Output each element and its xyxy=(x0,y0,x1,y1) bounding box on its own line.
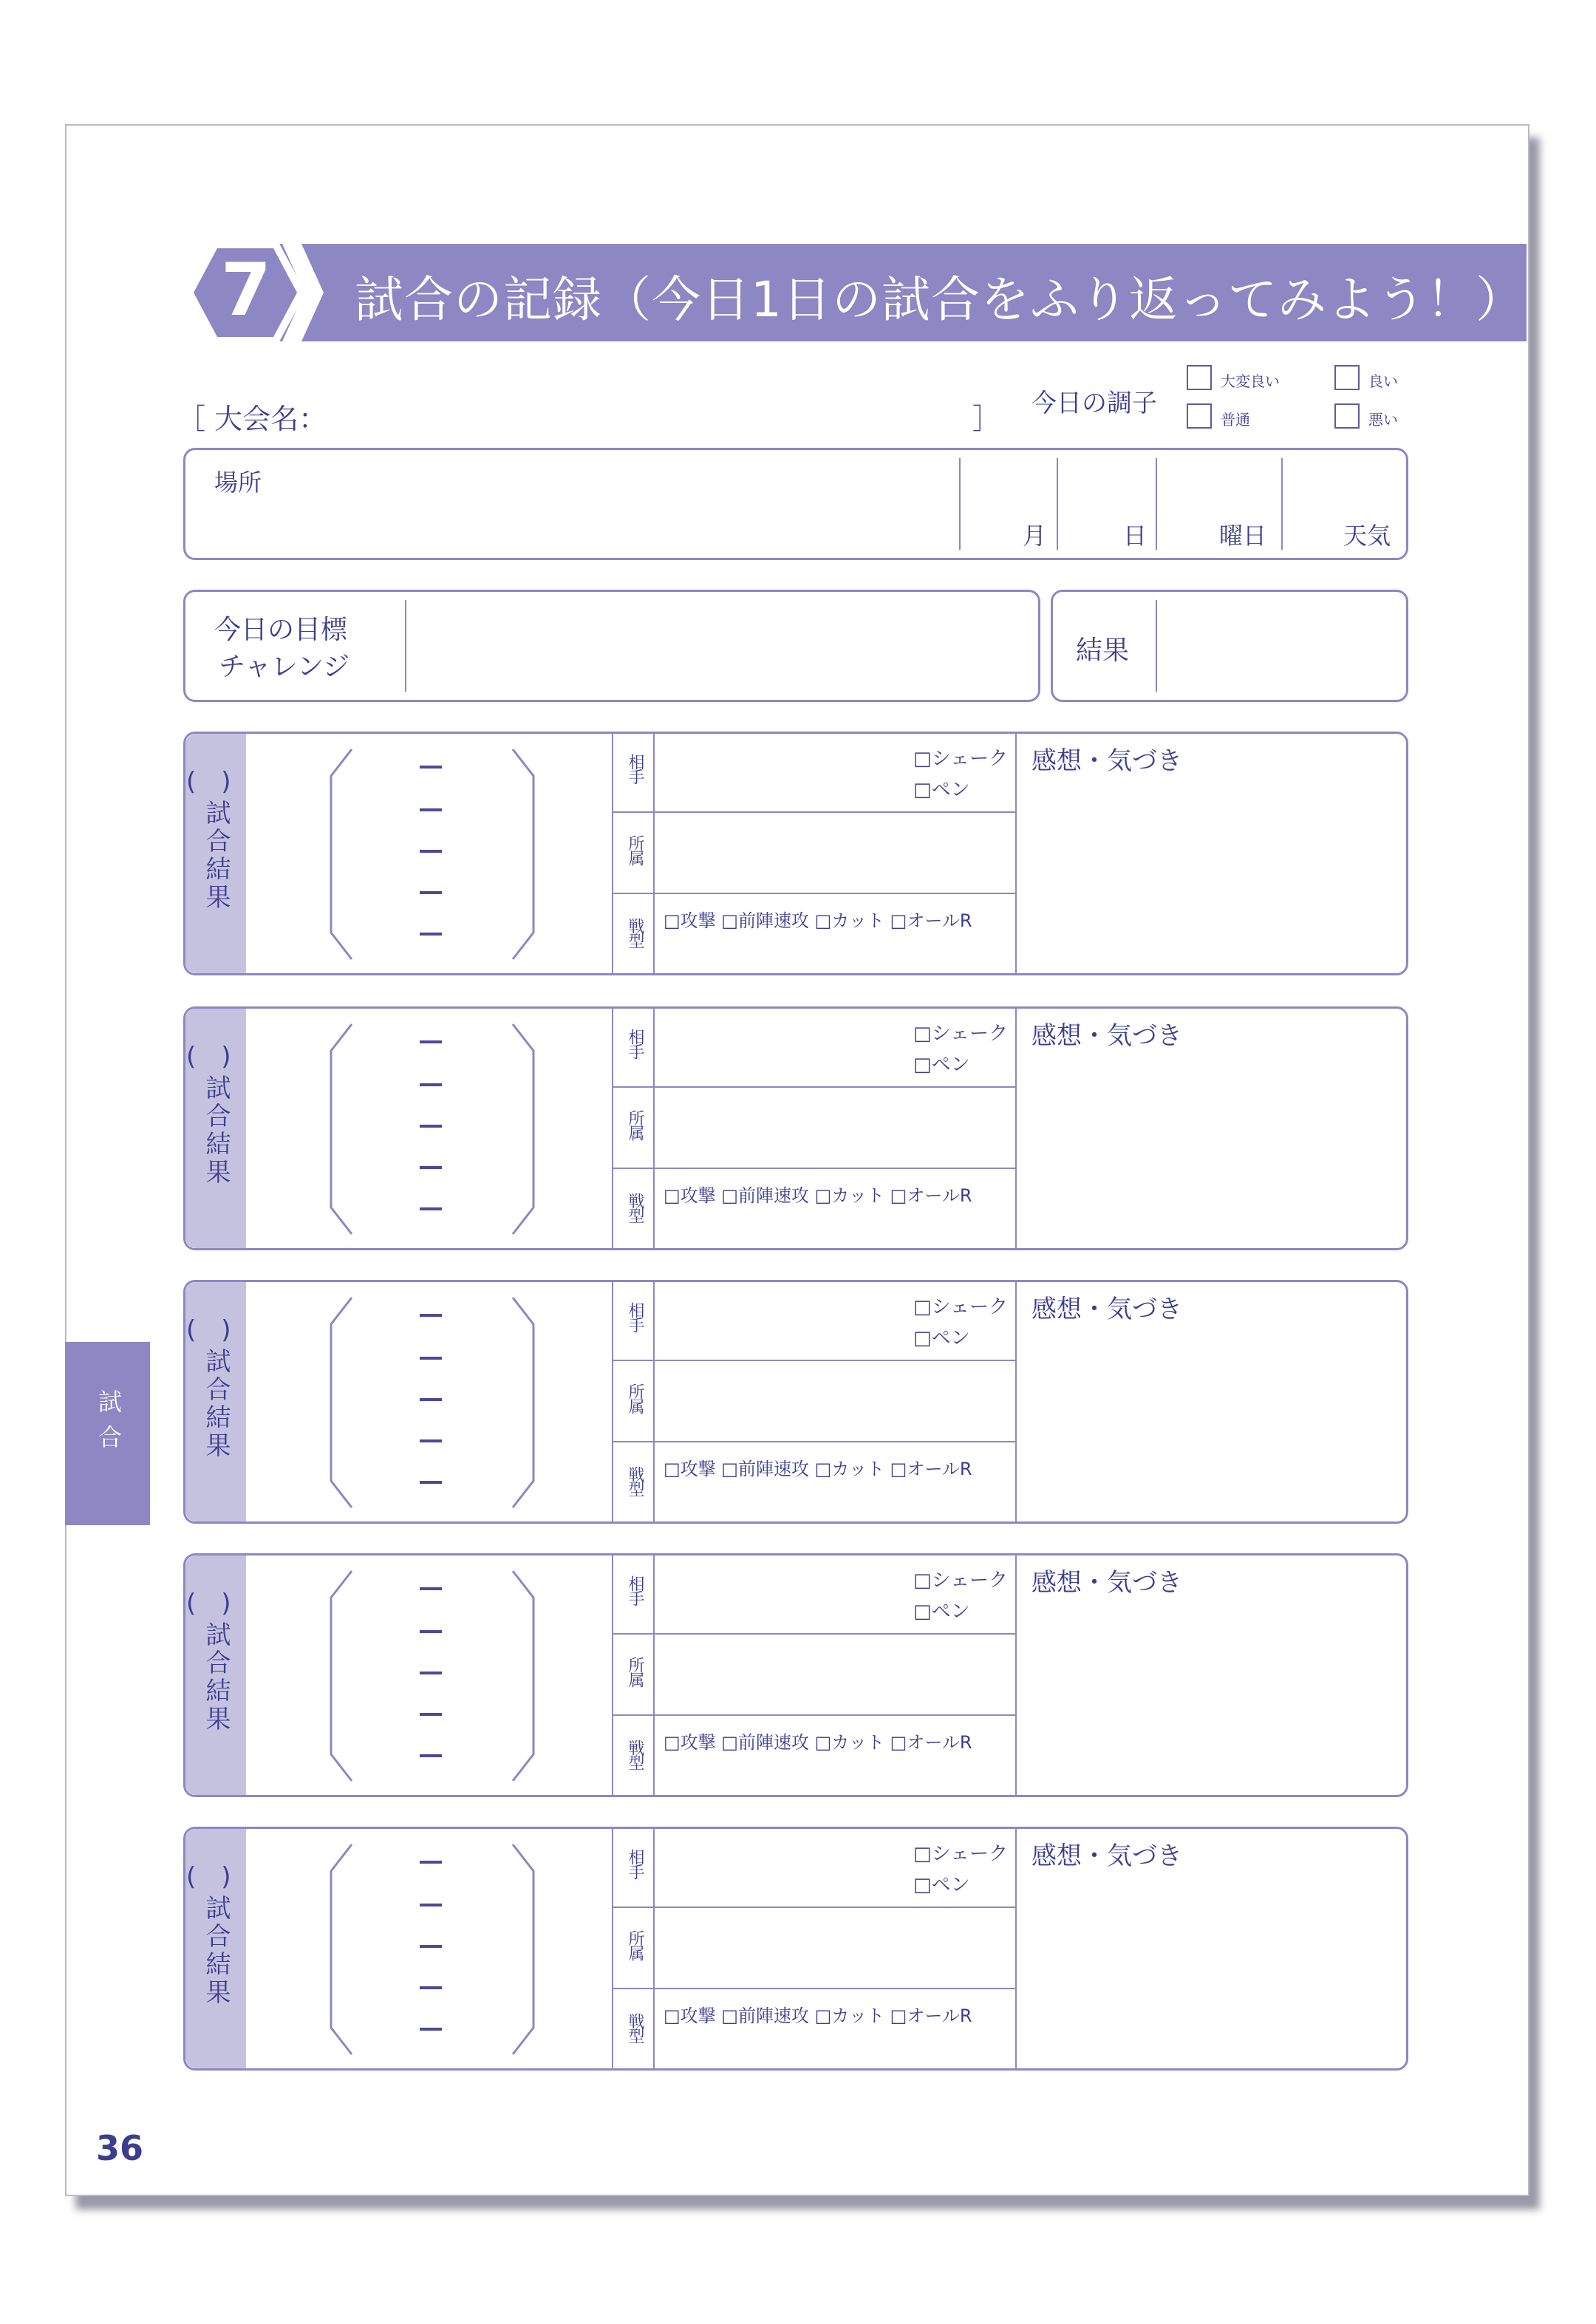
divider xyxy=(612,893,1015,894)
affiliation-label: 所属 xyxy=(626,1930,644,1960)
grip-pen-option[interactable]: □ペン xyxy=(913,1054,970,1076)
impressions-label: 感想・気づき xyxy=(1031,1295,1182,1324)
match-number-paren: ( ) xyxy=(186,767,231,797)
divider xyxy=(1015,1006,1017,1250)
divider xyxy=(1015,1280,1017,1524)
score-dash xyxy=(420,1481,442,1484)
divider xyxy=(612,1553,613,1797)
opponent-label: 相手 xyxy=(626,1849,644,1878)
impressions-label: 感想・気づき xyxy=(1031,1021,1182,1051)
section-title: 試合の記録（今日1日の試合をふり返ってみよう！） xyxy=(355,271,1525,328)
result-label: 結果 xyxy=(1076,635,1130,666)
score-dash xyxy=(420,1040,442,1043)
score-brackets xyxy=(325,746,539,962)
play-style-options[interactable]: □攻撃 □前陣速攻 □カット □オールR xyxy=(664,1732,972,1753)
condition-option-normal: 普通 xyxy=(1221,411,1250,429)
divider xyxy=(1156,600,1157,692)
score-dash xyxy=(420,1630,442,1633)
section-chevron xyxy=(282,244,327,341)
condition-checkbox-normal[interactable] xyxy=(1187,403,1212,429)
condition-option-very-good: 大変良い xyxy=(1221,372,1280,390)
divider xyxy=(1015,732,1017,975)
score-brackets xyxy=(325,1568,539,1784)
match-number-paren: ( ) xyxy=(186,1862,231,1892)
score-dash xyxy=(420,2028,442,2031)
divider xyxy=(1015,1553,1017,1797)
grip-shake-option[interactable]: □シェーク xyxy=(913,1023,1009,1045)
score-dash xyxy=(420,1754,442,1757)
grip-pen-option[interactable]: □ペン xyxy=(913,1601,970,1623)
divider xyxy=(612,1086,1015,1088)
score-dash xyxy=(420,1713,442,1716)
opponent-label: 相手 xyxy=(626,1029,644,1058)
match-result-label: 試合結果 xyxy=(201,1895,231,2007)
score-dash xyxy=(420,808,442,811)
divider xyxy=(612,1714,1015,1716)
style-label: 戦型 xyxy=(626,1739,644,1769)
match-result-label: 試合結果 xyxy=(201,1621,231,1734)
grip-shake-option[interactable]: □シェーク xyxy=(913,1570,1009,1592)
match-result-label: 試合結果 xyxy=(201,800,231,912)
style-label: 戦型 xyxy=(626,918,644,947)
match-result-label: 試合結果 xyxy=(201,1074,231,1187)
grip-shake-option[interactable]: □シェーク xyxy=(913,748,1009,770)
match-number-paren: ( ) xyxy=(186,1315,231,1345)
score-dash xyxy=(420,933,442,936)
affiliation-label: 所属 xyxy=(626,1657,644,1686)
place-label: 場所 xyxy=(214,468,262,497)
divider xyxy=(612,732,613,975)
divider xyxy=(1015,1827,1017,2071)
divider xyxy=(653,732,655,975)
divider xyxy=(612,1988,1015,1989)
affiliation-label: 所属 xyxy=(626,1110,644,1139)
divider xyxy=(612,1441,1015,1442)
score-dash xyxy=(420,1587,442,1590)
score-dash xyxy=(420,1207,442,1210)
play-style-options[interactable]: □攻撃 □前陣速攻 □カット □オールR xyxy=(664,1459,972,1479)
opponent-label: 相手 xyxy=(626,1575,644,1605)
score-brackets xyxy=(325,1841,539,2057)
divider xyxy=(1156,458,1157,550)
score-dash xyxy=(420,766,442,769)
score-dash xyxy=(420,850,442,853)
divider xyxy=(612,1006,613,1250)
impressions-label: 感想・気づき xyxy=(1031,1568,1182,1598)
tournament-close-bracket: ］ xyxy=(972,403,1001,435)
score-brackets xyxy=(325,1021,539,1237)
goal-label-line2: チャレンジ xyxy=(219,652,350,682)
divider xyxy=(959,458,961,550)
condition-checkbox-very-good[interactable] xyxy=(1187,365,1212,390)
divider xyxy=(405,600,406,692)
day-label: 日 xyxy=(1123,522,1147,550)
divider xyxy=(612,1168,1015,1169)
affiliation-label: 所属 xyxy=(626,1383,644,1413)
score-dash xyxy=(420,1398,442,1401)
grip-shake-option[interactable]: □シェーク xyxy=(913,1296,1009,1318)
tournament-label: ［ 大会名： xyxy=(177,403,327,435)
grip-pen-option[interactable]: □ペン xyxy=(913,779,970,801)
play-style-options[interactable]: □攻撃 □前陣速攻 □カット □オールR xyxy=(664,910,972,931)
play-style-options[interactable]: □攻撃 □前陣速攻 □カット □オールR xyxy=(664,2006,972,2026)
condition-option-good: 良い xyxy=(1368,372,1398,390)
divider xyxy=(612,1827,613,2071)
impressions-label: 感想・気づき xyxy=(1031,1841,1182,1871)
score-dash xyxy=(420,1439,442,1442)
divider xyxy=(612,1906,1015,1908)
weather-label: 天気 xyxy=(1343,522,1391,550)
grip-shake-option[interactable]: □シェーク xyxy=(913,1843,1009,1865)
style-label: 戦型 xyxy=(626,1466,644,1496)
score-brackets xyxy=(325,1295,539,1510)
score-dash xyxy=(420,891,442,894)
side-tab-label: 試合 xyxy=(95,1389,123,1460)
divider xyxy=(653,1827,655,2071)
divider xyxy=(653,1006,655,1250)
divider xyxy=(1057,458,1058,550)
match-result-label: 試合結果 xyxy=(201,1348,231,1460)
score-dash xyxy=(420,1166,442,1169)
affiliation-label: 所属 xyxy=(626,835,644,865)
score-dash xyxy=(420,1357,442,1360)
score-dash xyxy=(420,1861,442,1864)
grip-pen-option[interactable]: □ペン xyxy=(913,1327,970,1349)
score-dash xyxy=(420,1125,442,1128)
match-number-paren: ( ) xyxy=(186,1042,231,1071)
page-number: 36 xyxy=(96,2128,144,2168)
divider xyxy=(653,1280,655,1524)
divider xyxy=(612,1280,613,1524)
divider xyxy=(653,1553,655,1797)
divider xyxy=(612,811,1015,813)
divider xyxy=(612,1360,1015,1361)
opponent-label: 相手 xyxy=(626,1302,644,1332)
score-dash xyxy=(420,1672,442,1674)
score-dash xyxy=(420,1904,442,1906)
grip-pen-option[interactable]: □ペン xyxy=(913,1874,970,1896)
opponent-label: 相手 xyxy=(626,754,644,783)
impressions-label: 感想・気づき xyxy=(1031,746,1182,776)
style-label: 戦型 xyxy=(626,2013,644,2042)
divider xyxy=(1281,458,1283,550)
play-style-options[interactable]: □攻撃 □前陣速攻 □カット □オールR xyxy=(664,1185,972,1206)
condition-checkbox-good[interactable] xyxy=(1334,365,1360,390)
style-label: 戦型 xyxy=(626,1193,644,1222)
condition-checkbox-bad[interactable] xyxy=(1334,403,1360,429)
condition-option-bad: 悪い xyxy=(1368,411,1398,429)
goal-label-line1: 今日の目標 xyxy=(214,615,348,645)
divider xyxy=(612,1633,1015,1635)
score-dash xyxy=(420,1986,442,1989)
score-dash xyxy=(420,1314,442,1317)
weekday-label: 曜日 xyxy=(1219,522,1267,550)
month-label: 月 xyxy=(1023,522,1047,550)
score-dash xyxy=(420,1945,442,1948)
condition-label: 今日の調子 xyxy=(1031,389,1157,418)
match-number-paren: ( ) xyxy=(186,1589,231,1618)
score-dash xyxy=(420,1083,442,1086)
section-number: 7 xyxy=(220,248,272,333)
